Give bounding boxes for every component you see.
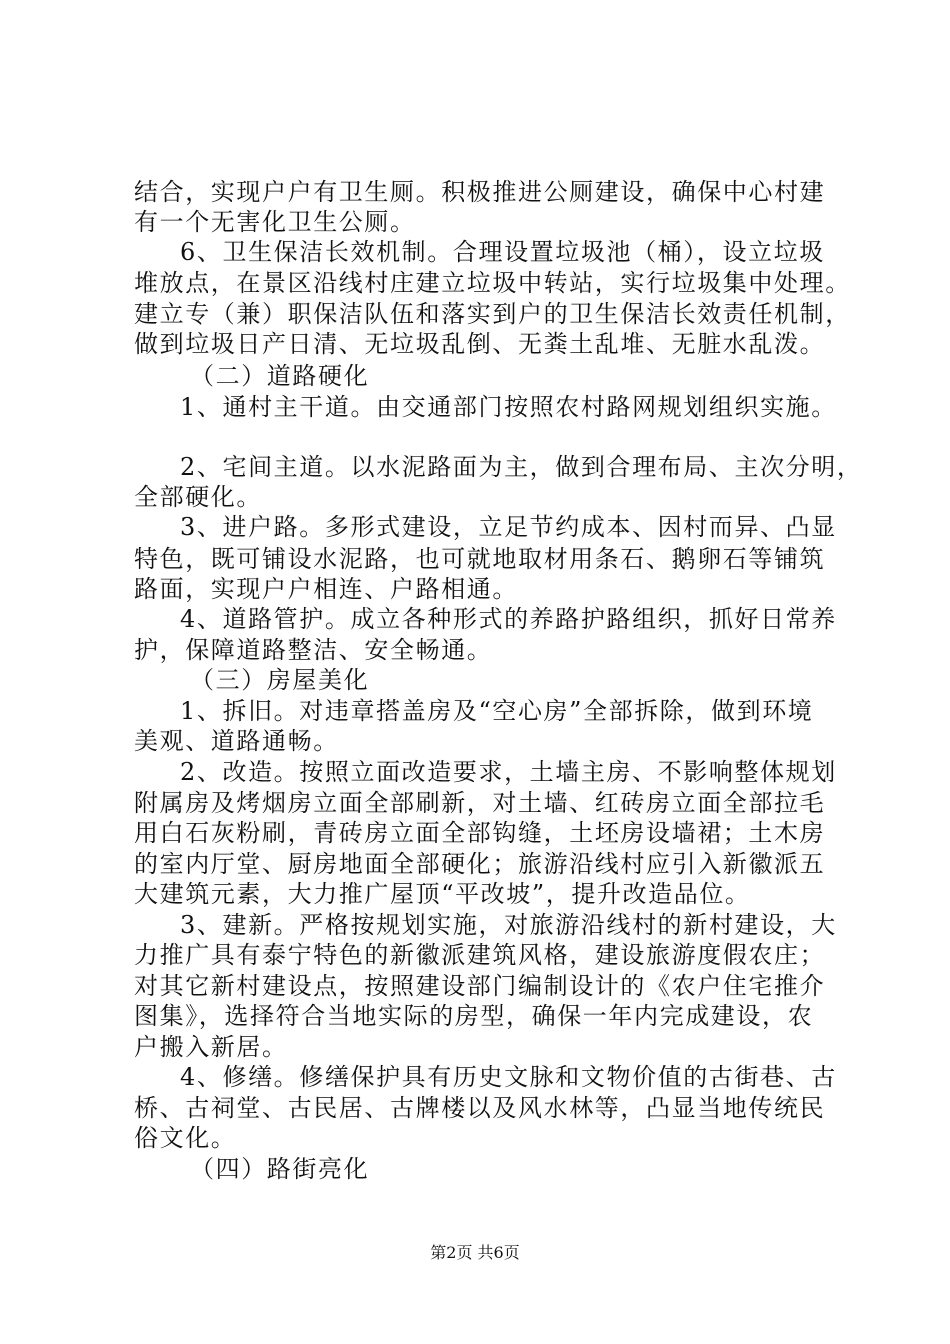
- paragraph-line: 全部硬化。: [134, 483, 262, 511]
- paragraph-line: 堆放点，在景区沿线村庄建立垃圾中转站，实行垃圾集中处理。: [134, 269, 851, 297]
- paragraph-line: 户搬入新居。: [134, 1033, 288, 1061]
- paragraph-line: 大建筑元素，大力推广屋顶“平改坡”，提升改造品位。: [134, 880, 751, 908]
- section-heading: （二）道路硬化: [190, 362, 370, 390]
- paragraph-line: 有一个无害化卫生公厕。: [134, 208, 416, 236]
- paragraph-line: 2、宅间主道。以水泥路面为主，做到合理布局、主次分明，: [180, 453, 863, 481]
- paragraph-line: 用白石灰粉刷，青砖房立面全部钩缝，土坯房设墙裙；土木房: [134, 819, 826, 847]
- paragraph-line: 4、道路管护。成立各种形式的养路护路组织，抓好日常养: [180, 605, 837, 633]
- paragraph-line: 美观、道路通畅。: [134, 727, 339, 755]
- paragraph-line: 建立专（兼）职保洁队伍和落实到户的卫生保洁长效责任机制，: [134, 300, 851, 328]
- paragraph-line: 护，保障道路整洁、安全畅通。: [134, 636, 493, 664]
- paragraph-line: 4、修缮。修缮保护具有历史文脉和文物价值的古街巷、古: [180, 1063, 837, 1091]
- paragraph-line: 桥、古祠堂、古民居、古牌楼以及风水林等，凸显当地传统民: [134, 1094, 826, 1122]
- paragraph-line: 路面，实现户户相连、户路相通。: [134, 575, 518, 603]
- paragraph-line: 附属房及烤烟房立面全部刷新，对土墙、红砖房立面全部拉毛: [134, 789, 826, 817]
- paragraph-line: 对其它新村建设点，按照建设部门编制设计的《农户住宅推介: [134, 972, 826, 1000]
- paragraph-line: 6、卫生保洁长效机制。合理设置垃圾池（桶），设立垃圾: [180, 238, 825, 266]
- paragraph-line: 力推广具有泰宁特色的新徽派建筑风格，建设旅游度假农庄；: [134, 941, 826, 969]
- page-number-footer: 第2页 共6页: [430, 1243, 520, 1262]
- paragraph-line: 做到垃圾日产日清、无垃圾乱倒、无粪土乱堆、无脏水乱泼。: [134, 330, 826, 358]
- section-heading: （三）房屋美化: [190, 666, 370, 694]
- paragraph-line: 2、改造。按照立面改造要求，土墙主房、不影响整体规划: [180, 758, 837, 786]
- paragraph-line: 特色，既可铺设水泥路，也可就地取材用条石、鹅卵石等铺筑: [134, 545, 826, 573]
- paragraph-line: 结合，实现户户有卫生厕。积极推进公厕建设，确保中心村建: [134, 178, 826, 206]
- paragraph-line: 的室内厅堂、厨房地面全部硬化；旅游沿线村应引入新徽派五: [134, 850, 826, 878]
- section-heading: （四）路街亮化: [190, 1155, 370, 1183]
- paragraph-line: 1、通村主干道。由交通部门按照农村路网规划组织实施。: [180, 393, 837, 421]
- paragraph-line: 图集》，选择符合当地实际的房型，确保一年内完成建设，农: [134, 1002, 814, 1030]
- paragraph-line: 3、建新。严格按规划实施，对旅游沿线村的新村建设，大: [180, 911, 837, 939]
- paragraph-line: 1、拆旧。对违章搭盖房及“空心房”全部拆除，做到环境: [180, 697, 814, 725]
- paragraph-line: 俗文化。: [134, 1124, 237, 1152]
- paragraph-line: 3、进户路。多形式建设，立足节约成本、因村而异、凸显: [180, 513, 837, 541]
